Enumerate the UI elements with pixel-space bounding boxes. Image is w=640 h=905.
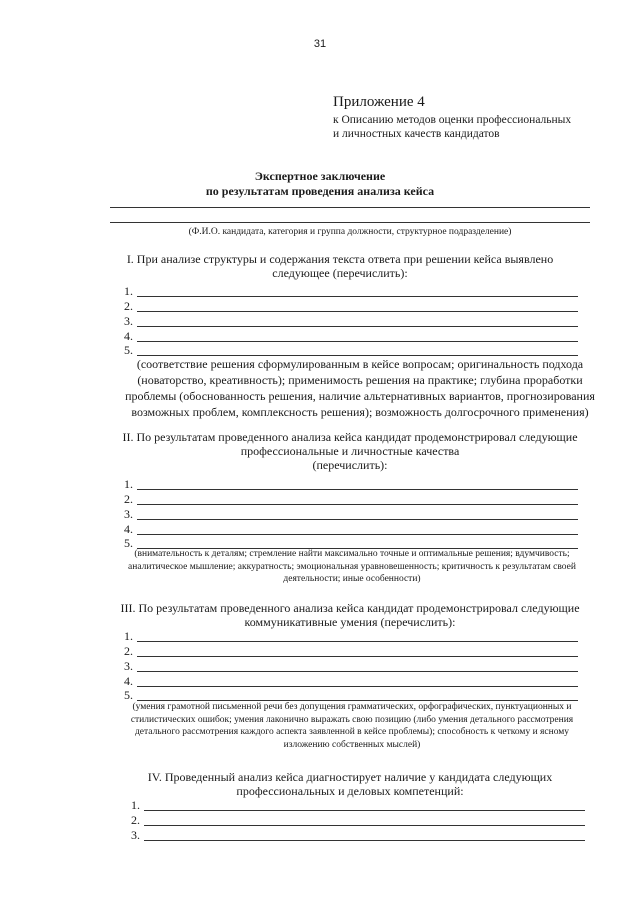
section-1-answer-line-4[interactable] [124,329,578,343]
line-number: 3. [124,507,133,521]
criteria-line: деятельности; иные особенности) [283,574,421,584]
section-1-heading-line-1: I. При анализе структуры и содержания текста ответа при решении кейса выявлено [126,252,554,266]
section-4-heading-line-2: профессиональных и деловых компетенций: [236,784,464,798]
section-3-heading-line-2: коммуникативные умения (перечислить): [244,615,456,629]
answer-rule [137,296,578,297]
section-1-answer-line-5[interactable] [124,343,578,357]
criteria-line: возможных проблем, комплексность решения); возможность долгосрочного применения) [131,405,589,419]
section-4-answer-line-1[interactable] [131,798,585,812]
appendix-subtitle [333,113,571,141]
line-number: 2. [124,644,133,658]
fio-line-1[interactable] [110,207,590,208]
line-number: 3. [131,828,140,842]
section-1-answer-line-1[interactable] [124,284,578,298]
answer-rule [137,489,578,490]
document-title-line-2: по результатам проведения анализа кейса [205,184,435,198]
section-1-heading-line-2: следующее (перечислить): [272,266,408,280]
answer-rule [137,504,578,505]
answer-rule [137,641,578,642]
line-number: 1. [124,477,133,491]
answer-rule [137,656,578,657]
criteria-line: (новаторство, креативность); применимость решения на практике; глубина проработки [137,373,583,387]
answer-rule [137,326,578,327]
answer-rule [137,311,578,312]
fio-line-2[interactable] [110,222,590,223]
section-3-answer-line-2[interactable] [124,644,578,658]
criteria-line: (соответствие решения сформулированным в кейсе вопросам; оригинальность подхода [136,357,584,371]
answer-rule [137,534,578,535]
section-2-answer-line-1[interactable] [124,477,578,491]
criteria-line: (внимательность к деталям; стремление найти максимально точные и оптимальные решения; вдумчивость; [134,549,570,559]
section-3-criteria [82,701,622,751]
document-title-line-1: Экспертное заключение [254,169,386,183]
criteria-line: стилистических ошибок; умения лаконично выражать свою позицию (либо умения детального рассмотрения [130,714,574,725]
section-2-answer-line-4[interactable] [124,522,578,536]
line-number: 1. [124,284,133,298]
answer-rule [144,810,585,811]
criteria-line: проблемы (обоснованность решения, наличие альтернативных вариантов, прогнозирования [125,389,595,403]
line-number: 5. [124,343,133,357]
section-2-heading-line-1: II. По результатам проведенного анализа кейса кандидат продемонстрировал следующие [122,430,578,444]
criteria-line: изложению собственных мыслей) [283,739,421,750]
line-number: 5. [124,536,133,550]
section-4-heading [70,770,630,798]
section-2-heading [70,430,630,472]
criteria-line: детального рассмотрения каждого аспекта заявленной в кейсе проблемы); способность к четкому и ясному [134,727,570,737]
line-number: 4. [124,329,133,343]
appendix-subtitle-line-2: и личностных качеств кандидатов [333,128,500,140]
line-number: 4. [124,674,133,688]
answer-rule [137,341,578,342]
appendix-subtitle-line-1: к Описанию методов оценки профессиональных [333,114,572,126]
line-number: 1. [131,798,140,812]
fio-note: (Ф.И.О. кандидата, категория и группа должности, структурное подразделение) [188,227,512,237]
section-3-answer-line-3[interactable] [124,659,578,673]
line-number: 4. [124,522,133,536]
section-2-heading-line-2: профессиональные и личностные качества [240,444,460,458]
section-2-heading-line-3: (перечислить): [312,458,388,472]
section-1-answer-line-3[interactable] [124,314,578,328]
section-1-heading [60,252,620,280]
section-4-answer-line-2[interactable] [131,813,585,827]
page-number: 31 [313,38,327,50]
line-number: 5. [124,688,133,702]
section-2-answer-line-3[interactable] [124,507,578,521]
line-number: 3. [124,659,133,673]
section-1-criteria [90,356,630,420]
line-number: 2. [124,492,133,506]
section-4-answer-line-3[interactable] [131,828,585,842]
section-4-heading-line-1: IV. Проведенный анализ кейса диагностирует наличие у кандидата следующих [147,770,553,784]
section-2-answer-line-2[interactable] [124,492,578,506]
section-3-answer-line-1[interactable] [124,629,578,643]
line-number: 2. [131,813,140,827]
section-3-answer-line-4[interactable] [124,674,578,688]
criteria-line: (умения грамотной письменной речи без допущения грамматических, орфографических, пунктуационных и [132,702,572,712]
section-3-heading [70,601,630,629]
line-number: 2. [124,299,133,313]
line-number: 3. [124,314,133,328]
document-title [0,169,640,199]
section-3-heading-line-1: III. По результатам проведенного анализа кейса кандидат продемонстрировал следующие [120,601,580,615]
answer-rule [137,519,578,520]
section-3-answer-line-5[interactable] [124,688,578,702]
appendix-title: Приложение 4 [333,94,425,110]
answer-rule [144,840,585,841]
line-number: 1. [124,629,133,643]
criteria-line: аналитическое мышление; аккуратность; эмоциональная уравновешенность; критичность к результатам своей [128,561,576,572]
section-1-answer-line-2[interactable] [124,299,578,313]
answer-rule [144,825,585,826]
answer-rule [137,671,578,672]
section-2-criteria [82,548,622,586]
answer-rule [137,686,578,687]
